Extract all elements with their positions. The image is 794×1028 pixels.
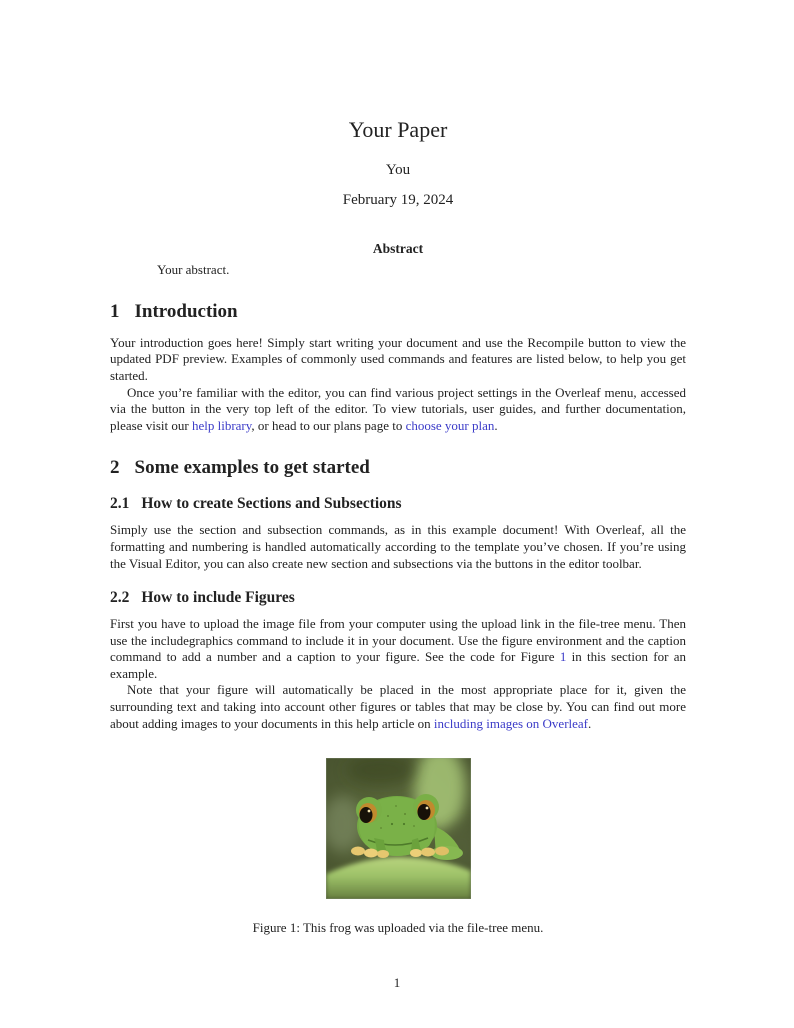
text-run: , or head to our plans page to <box>251 417 406 433</box>
subsection-2-1-number: 2.1 <box>110 495 130 513</box>
page-content <box>110 0 686 936</box>
paper-author: You <box>385 162 411 179</box>
intro-paragraph-2 <box>110 385 686 435</box>
section-2-number: 2 <box>110 456 120 478</box>
text-run: First you have to upload the image file from your computer using the upload link in the file-tree menu. Then use the includegraphics command to include it in your document. Use the figure environment and the caption command to add a number and a caption to your figure. See the code for Figure <box>110 615 686 665</box>
figures-paragraph-1 <box>110 616 686 683</box>
subsection-2-2-title: How to include Figures <box>141 589 295 607</box>
figure-caption: Figure 1: This frog was uploaded via the file-tree menu. <box>252 920 544 936</box>
section-2-title: Some examples to get started <box>134 456 370 478</box>
figure-1 <box>110 758 686 936</box>
section-2-heading <box>110 457 686 479</box>
section-1-heading <box>110 301 686 323</box>
section-1-number: 1 <box>110 301 120 323</box>
intro-paragraph-1 <box>110 335 686 385</box>
text-run: Once you’re familiar with the editor, you can find various project settings in the Overleaf menu, accessed via the button in the very top left of the editor. To view tutorials, user guides, and further documentation, please visit our <box>110 384 686 433</box>
abstract-text: Your abstract. <box>157 262 230 278</box>
choose-your-plan-link[interactable]: choose your plan <box>405 417 495 433</box>
text-run: . <box>494 417 498 433</box>
text-run: . <box>588 715 592 731</box>
paper-title: Your Paper <box>348 117 448 142</box>
text-run: Your introduction goes here! Simply start writing your document and use the Recompile button to view the updated PDF preview. Examples of commonly used commands and features are listed below, to help you get started. <box>110 334 686 384</box>
including-images-on-overleaf-link[interactable]: including images on Overleaf <box>433 715 589 731</box>
subsection-2-2-number: 2.2 <box>110 589 130 607</box>
sections-paragraph-1 <box>110 522 686 572</box>
abstract-heading: Abstract <box>372 241 424 257</box>
page-number: 1 <box>393 975 401 990</box>
subsection-2-2-heading <box>110 589 686 607</box>
text-run: Simply use the section and subsection commands, as in this example document! With Overleaf, all the formatting and numbering is handled automatically according to the template you’ve chosen. If you’re using the Visual Editor, you can also create new section and subsections via the buttons in the editor toolbar. <box>110 522 686 571</box>
paper-date: February 19, 2024 <box>342 192 454 209</box>
frog-photo-image <box>326 758 471 899</box>
text-run: Note that your figure will automatically be placed in the most appropriate place for it, given the surrounding text and taking into account other figures or tables that may be close by. You can find out more about adding images to your documents in this help article on <box>110 682 686 731</box>
help-library-link[interactable]: help library <box>191 417 252 433</box>
section-1-title: Introduction <box>134 301 238 323</box>
text-run: in this section for an example. <box>110 649 686 681</box>
subsection-2-1-title: How to create Sections and Subsections <box>141 495 402 513</box>
figure-1-ref-link[interactable]: 1 <box>559 649 567 665</box>
figures-paragraph-2 <box>110 682 686 732</box>
subsection-2-1-heading <box>110 495 686 513</box>
